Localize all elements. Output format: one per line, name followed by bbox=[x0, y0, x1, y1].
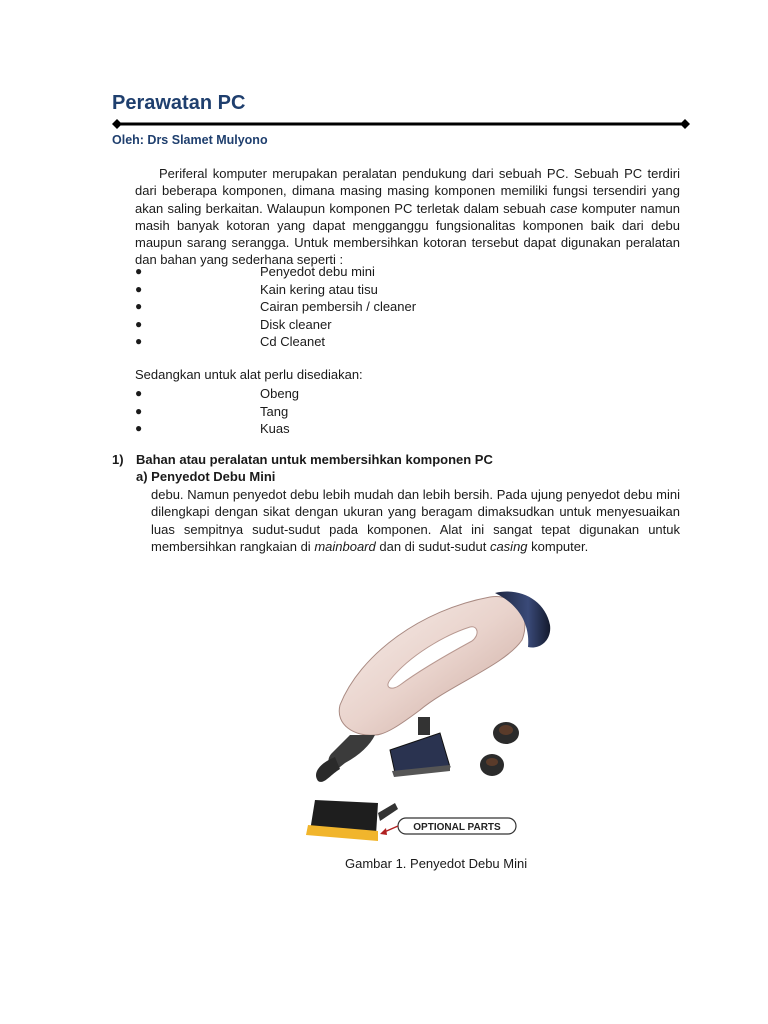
list-item bbox=[135, 333, 680, 351]
paragraph-text-part2: dan di sudut-sudut bbox=[375, 539, 490, 555]
bullet-icon: ● bbox=[135, 316, 143, 331]
flat-brush-attachment bbox=[306, 800, 398, 841]
mini-vacuum-figure bbox=[300, 585, 560, 850]
bullet-icon: ● bbox=[135, 334, 143, 348]
optional-parts-text: OPTIONAL PARTS bbox=[413, 822, 501, 833]
figure-caption: Gambar 1. Penyedot Debu Mini bbox=[345, 856, 528, 871]
list-item-text: Kuas bbox=[260, 421, 290, 436]
list-item-text: Tang bbox=[260, 403, 289, 419]
section-number: 1) bbox=[112, 452, 124, 467]
author-line: Oleh: Drs Slamet Mulyono bbox=[112, 133, 268, 147]
intro-text-part1: Periferal komputer merupakan peralatan pendukung dari sebuah PC. Sebuah PC terdiri dari beberapa komponen, dimana masing masing komponen memiliki fungsi tersendiri yang akan saling berkaitan. Walaupun komponen PC terletak dalam sebuah bbox=[135, 166, 680, 216]
intro-text-part2: komputer namun masih banyak kotoran yang dapat mengganggu fungsionalitas komponen baik dari debu maupun sarang serangga. Untuk membersihkan kotoran tersebut dapat digunakan peralatan dan bahan yang sederhana seperti : bbox=[135, 200, 680, 268]
tools-intro: Sedangkan untuk alat perlu disediakan: bbox=[135, 367, 363, 382]
divider-right-diamond bbox=[680, 119, 690, 129]
list-item bbox=[135, 316, 680, 334]
intro-paragraph bbox=[135, 165, 680, 269]
list-item bbox=[135, 385, 680, 403]
page-title: Perawatan PC bbox=[112, 92, 246, 114]
tools-list bbox=[135, 385, 680, 438]
title-divider bbox=[112, 119, 690, 129]
list-item-text: Penyedot debu mini bbox=[260, 264, 375, 279]
list-item-text: Obeng bbox=[260, 386, 300, 401]
subsection-paragraph bbox=[151, 486, 680, 556]
triangle-brush-attachment bbox=[390, 717, 450, 777]
list-item bbox=[135, 403, 680, 421]
materials-list bbox=[135, 263, 680, 351]
italic-mainboard: mainboard bbox=[314, 539, 376, 555]
bullet-icon: ● bbox=[135, 264, 143, 278]
paragraph-text-part3: komputer. bbox=[527, 539, 589, 555]
italic-casing: casing bbox=[489, 539, 528, 555]
round-nozzle-attachments bbox=[480, 722, 519, 776]
bullet-icon: ● bbox=[135, 421, 143, 435]
list-item bbox=[135, 263, 680, 281]
bullet-icon: ● bbox=[135, 299, 143, 313]
optional-parts-label bbox=[380, 818, 516, 835]
list-item-text: Cd Cleanet bbox=[260, 334, 326, 349]
list-item bbox=[135, 281, 680, 299]
bullet-icon: ● bbox=[135, 281, 143, 296]
bullet-icon: ● bbox=[135, 386, 143, 400]
intro-italic-case: case bbox=[550, 200, 578, 216]
bullet-icon: ● bbox=[135, 403, 143, 418]
list-item-text: Kain kering atau tisu bbox=[260, 281, 378, 297]
divider-line bbox=[117, 123, 685, 126]
paragraph-text-part1: debu. Namun penyedot debu lebih mudah dan lebih bersih. Pada ujung penyedot debu mini dilengkapi dengan sikat dengan ukuran yang beragam dimaksudkan untuk menyesuaikan luas sempitnya sudut-sudut pada komponen. Alat ini sangat tepat digunakan untuk membersihkan rangkaian di bbox=[151, 487, 680, 555]
list-item bbox=[135, 298, 680, 316]
list-item-text: Cairan pembersih / cleaner bbox=[260, 299, 417, 314]
list-item bbox=[135, 420, 680, 438]
subsection-heading: a) Penyedot Debu Mini bbox=[136, 469, 276, 484]
section-heading: Bahan atau peralatan untuk membersihkan komponen PC bbox=[136, 452, 493, 467]
list-item-text: Disk cleaner bbox=[260, 316, 332, 332]
